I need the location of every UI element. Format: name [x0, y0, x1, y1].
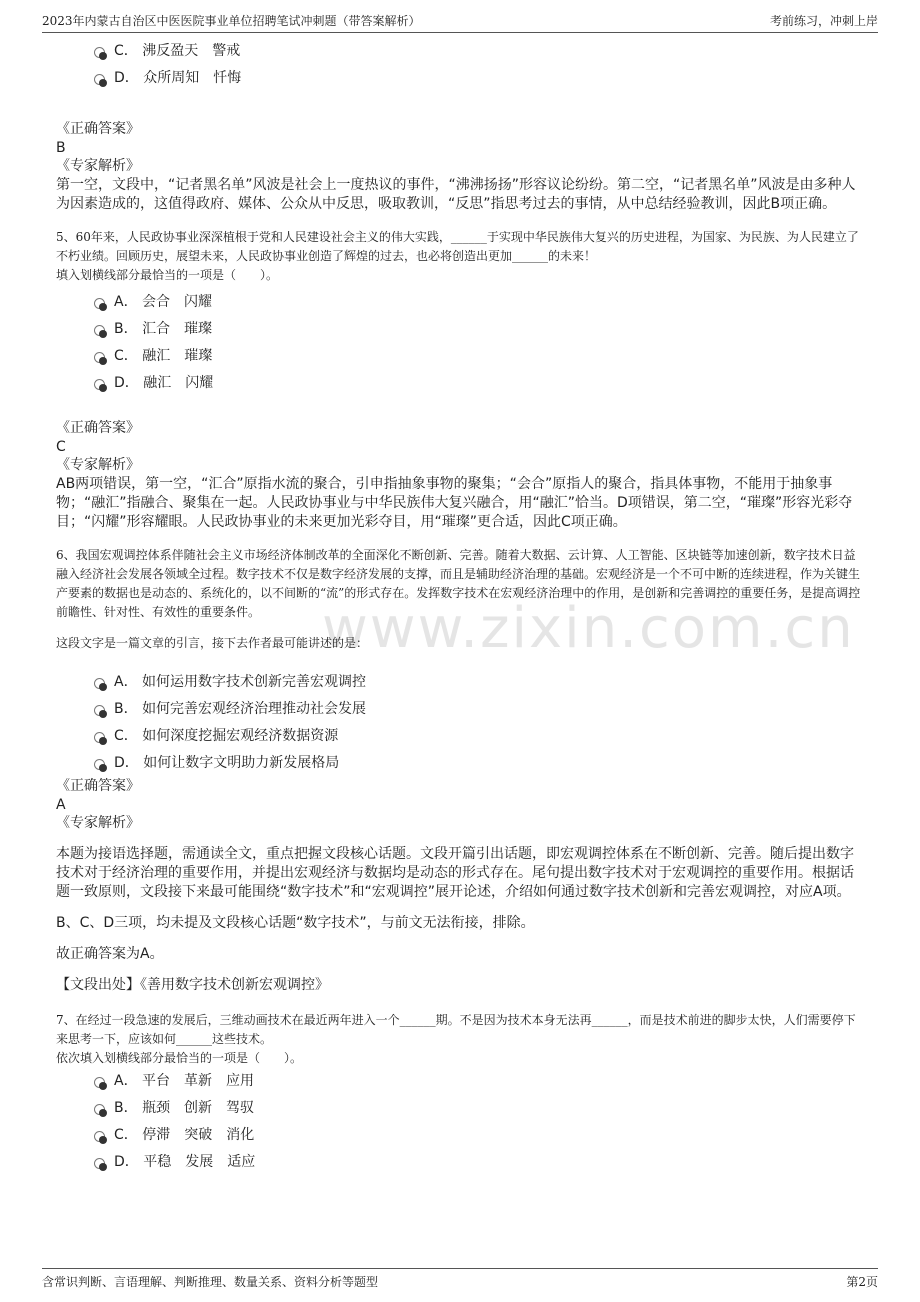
analysis-text: 第一空，文段中，“记者黑名单”风波是社会上一度热议的事件，“沸沸扬扬”形容议论纷纷。第二空，“记者黑名单”风波是由多种人为因素造成的，这值得政府、媒体、公众从中反思，吸取教训，“反思”指思考过去的事情，从中总结经验教训，因此B项正确。 — [56, 177, 856, 212]
q7-option-a[interactable]: A． 平台 革新 应用 — [56, 1068, 866, 1095]
watermark: www.zixin.com.cn — [322, 596, 855, 661]
answer-label: 《正确答案》 — [56, 420, 140, 436]
page-header — [42, 10, 878, 33]
q7-option-c[interactable]: C． 停滞 突破 消化 — [56, 1122, 866, 1149]
question-5 — [56, 228, 866, 532]
radio-icon[interactable] — [94, 1158, 105, 1169]
analysis-label: 《专家解析》 — [56, 815, 140, 831]
radio-icon[interactable] — [94, 47, 105, 58]
radio-icon[interactable] — [94, 352, 105, 363]
q4-option-c[interactable]: C． 沸反盈天 警戒 — [56, 38, 866, 65]
radio-icon[interactable] — [94, 74, 105, 85]
source-label: 【文段出处】 — [56, 977, 140, 993]
question-stem: 6、我国宏观调控体系伴随社会主义市场经济体制改革的全面深化不断创新、完善。随着大数据、云计算、人工智能、区块链等加速创新，数字技术日益融入经济社会发展各领域全过程。数字技术不仅是数字经济发展的支撑，而且是辅助经济治理的基础。宏观经济是一个不可中断的连续进程，作为关键生产要素的数据也是动态的、系统化的，以不间断的“流”的形式存在。发挥数字技术在宏观经济治理中的作用，是创新和完善调控的重要任务，是提高调控前瞻性、针对性、有效性的重要条件。 — [56, 548, 861, 619]
radio-icon[interactable] — [94, 1104, 105, 1115]
q5-option-b[interactable]: B． 汇合 璀璨 — [56, 316, 866, 343]
answer-label: 《正确答案》 — [56, 778, 140, 794]
question-prompt: 填入划横线部分最恰当的一项是（ ）。 — [56, 268, 279, 282]
q7-option-b[interactable]: B． 瓶颈 创新 驾驭 — [56, 1095, 866, 1122]
q6-option-d[interactable]: D． 如何让数字文明助力新发展格局 — [56, 750, 866, 777]
page-number: 第2页 — [846, 1275, 878, 1289]
answer-label: 《正确答案》 — [56, 121, 140, 137]
question-7 — [56, 1011, 866, 1176]
question-prompt: 依次填入划横线部分最恰当的一项是（ ）。 — [56, 1051, 303, 1065]
radio-icon[interactable] — [94, 1131, 105, 1142]
radio-icon[interactable] — [94, 678, 105, 689]
page-footer — [42, 1268, 878, 1291]
answer-value: A — [56, 797, 66, 813]
q6-option-b[interactable]: B． 如何完善宏观经济治理推动社会发展 — [56, 696, 866, 723]
answer-value: B — [56, 140, 66, 156]
q4-option-d[interactable]: D． 众所周知 忏悔 — [56, 65, 866, 92]
answer-value: C — [56, 439, 66, 455]
analysis-text: AB两项错误，第一空，“汇合”原指水流的聚合，引申指抽象事物的聚集；“会合”原指人的聚合，指具体事物，不能用于抽象事物；“融汇”指融合、聚集在一起。人民政协事业与中华民族伟大复兴融合，用“融汇”恰当。D项错误，第二空，“璀璨”形容光彩夺目；“闪耀”形容耀眼。人民政协事业的未来更加光彩夺目，用“璀璨”更合适，因此C项正确。 — [56, 476, 853, 530]
question-prompt: 这段文字是一篇文章的引言，接下去作者最可能讲述的是： — [56, 636, 369, 650]
q6-option-c[interactable]: C． 如何深度挖掘宏观经济数据资源 — [56, 723, 866, 750]
q6-option-a[interactable]: A． 如何运用数字技术创新完善宏观调控 — [56, 669, 866, 696]
analysis-label: 《专家解析》 — [56, 158, 140, 174]
analysis-text-2: B、C、D三项，均未提及文段核心话题“数字技术”，与前文无法衔接，排除。 — [56, 915, 535, 931]
q7-option-d[interactable]: D． 平稳 发展 适应 — [56, 1149, 866, 1176]
page-content — [56, 38, 866, 1176]
header-slogan: 考前练习，冲刺上岸 — [769, 14, 878, 28]
radio-icon[interactable] — [94, 759, 105, 770]
source-line — [56, 976, 866, 995]
question-6 — [56, 546, 866, 995]
footer-note: 含常识判断、言语理解、判断推理、数量关系、资料分析等题型 — [42, 1275, 379, 1289]
radio-icon[interactable] — [94, 1077, 105, 1088]
q5-option-a[interactable]: A． 会合 闪耀 — [56, 289, 866, 316]
radio-icon[interactable] — [94, 705, 105, 716]
analysis-label: 《专家解析》 — [56, 457, 140, 473]
analysis-text-3: 故正确答案为A。 — [56, 946, 164, 962]
radio-icon[interactable] — [94, 298, 105, 309]
question-4 — [56, 38, 866, 214]
radio-icon[interactable] — [94, 379, 105, 390]
analysis-text-1: 本题为接语选择题，需通读全文，重点把握文段核心话题。文段开篇引出话题，即宏观调控体系在不断创新、完善。随后提出数字技术对于经济治理的重要作用，并提出宏观经济与数据均是动态的形式存在。尾句提出数字技术对于宏观调控的重要作用。根据话题一致原则，文段接下来最可能围绕“数字技术”和“宏观调控”展开论述，介绍如何通过数字技术创新和完善宏观调控，对应A项。 — [56, 846, 854, 900]
radio-icon[interactable] — [94, 732, 105, 743]
question-stem: 5、60年来，人民政协事业深深植根于党和人民建设社会主义的伟大实践，______于实现中华民族伟大复兴的历史进程，为国家、为民族、为人民建立了不朽业绩。回顾历史，展望未来，人民政协事业创造了辉煌的过去，也必将创造出更加______的未来！ — [56, 230, 859, 263]
document-title: 2023年内蒙古自治区中医医院事业单位招聘笔试冲刺题（带答案解析） — [42, 14, 421, 28]
q5-option-d[interactable]: D． 融汇 闪耀 — [56, 370, 866, 397]
q5-option-c[interactable]: C． 融汇 璀璨 — [56, 343, 866, 370]
radio-icon[interactable] — [94, 325, 105, 336]
question-stem: 7、在经过一段急速的发展后，三维动画技术在最近两年进入一个______期。不是因为技术本身无法再______，而是技术前进的脚步太快，人们需要停下来思考一下，应该如何______这些技术。 — [56, 1013, 856, 1046]
source-title: 《善用数字技术创新宏观调控》 — [140, 977, 329, 993]
